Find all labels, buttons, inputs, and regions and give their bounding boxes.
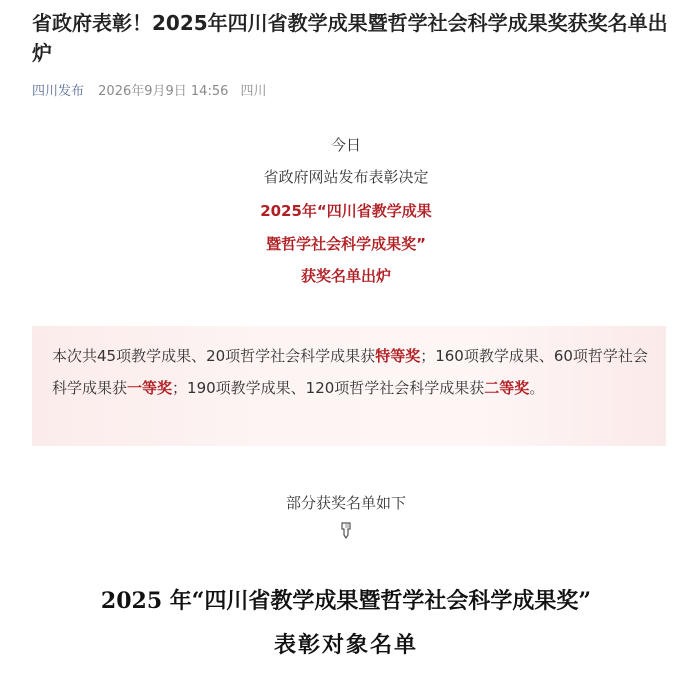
publish-location: 四川 bbox=[240, 84, 267, 99]
document-title-line1: 2025 年“四川省教学成果暨哲学社会科学成果奖” bbox=[100, 588, 592, 614]
intro-announcement: 省政府网站发布表彰决定 bbox=[263, 168, 429, 186]
summary-paragraph bbox=[52, 340, 652, 404]
intro-highlight-line1: 2025年“四川省教学成果 bbox=[260, 202, 432, 220]
summary-text-1: 本次共45项教学成果、20项哲学社会科学成果获 bbox=[52, 347, 376, 365]
intro-highlight-line2: 暨哲学社会科学成果奖” bbox=[266, 235, 426, 253]
summary-text-2: ；160项教学成果、60项哲学社会科学成果获 bbox=[52, 347, 648, 397]
publish-datetime: 2026年9月9日 14:56 bbox=[98, 84, 229, 99]
award-second-prize: 二等奖 bbox=[484, 379, 530, 397]
article-meta bbox=[32, 80, 275, 99]
intro-today: 今日 bbox=[330, 136, 361, 154]
source-link[interactable]: 四川发布 bbox=[32, 84, 85, 99]
summary-text-4: 。 bbox=[529, 379, 545, 397]
summary-text-3: ；190项教学成果、120项哲学社会科学成果获 bbox=[172, 379, 485, 397]
document-title-line2: 表彰对象名单 bbox=[273, 632, 418, 658]
intro-highlight-line3: 获奖名单出炉 bbox=[300, 267, 391, 285]
hand-pointing-down-icon bbox=[336, 520, 356, 540]
award-first-prize: 一等奖 bbox=[127, 379, 173, 397]
award-special-prize: 特等奖 bbox=[375, 347, 421, 365]
partial-list-label: 部分获奖名单如下 bbox=[285, 494, 406, 512]
article-title: 省政府表彰！2025年四川省教学成果暨哲学社会科学成果奖获奖名单出炉 bbox=[32, 11, 668, 65]
